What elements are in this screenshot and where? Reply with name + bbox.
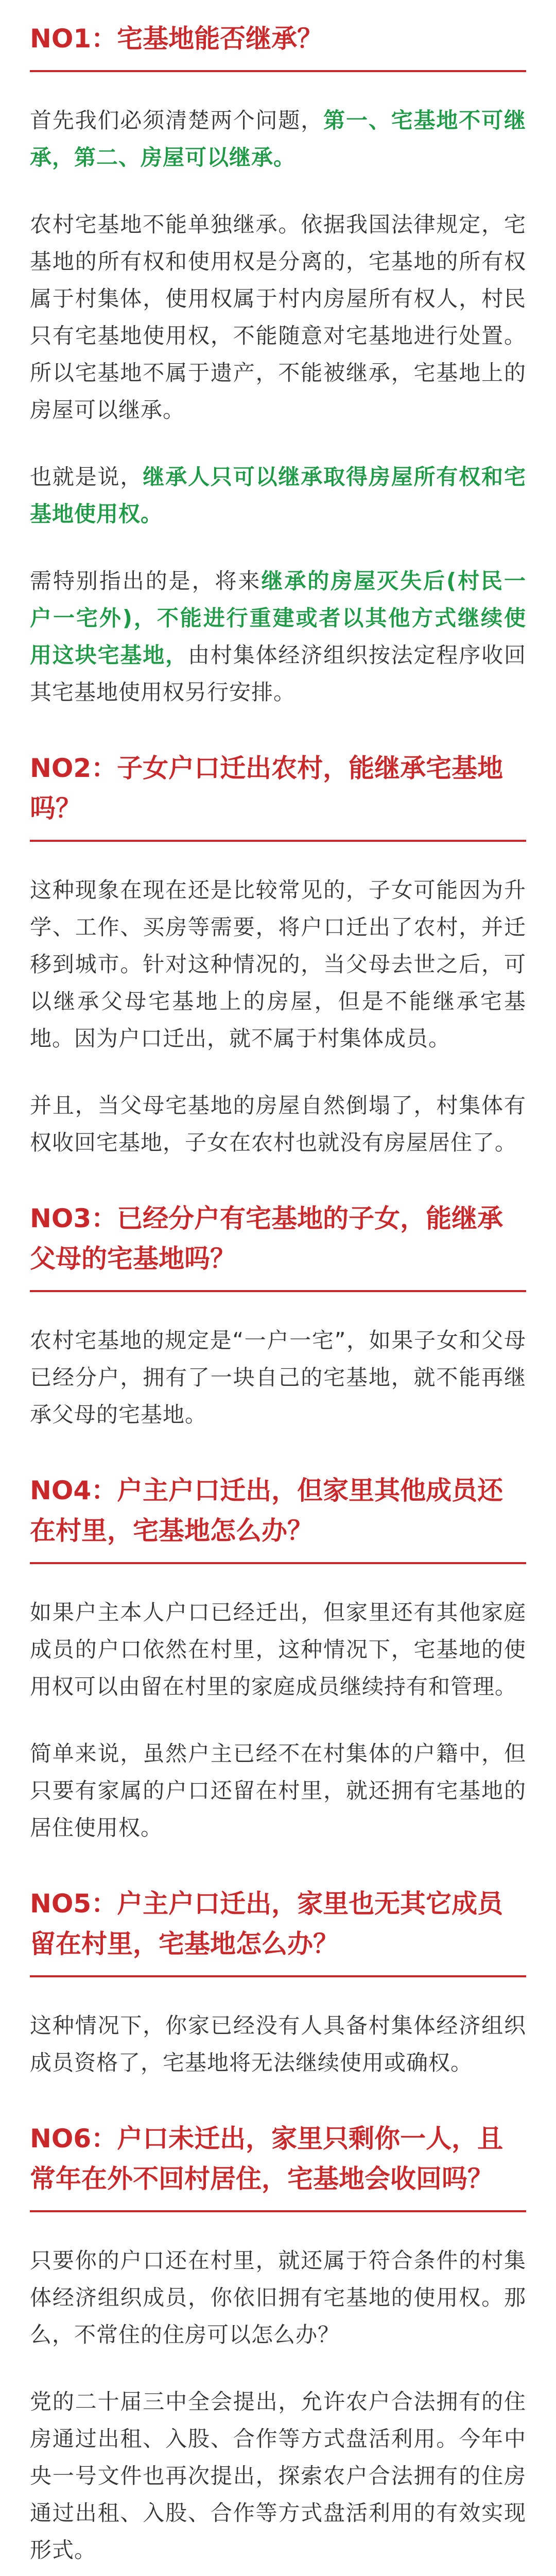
body-text: 如果户主本人户口已经迁出，但家里还有其他家庭成员的户口依然在村里，这种情况下，宅基地的使用权可以由留在村里的家庭成员继续持有和管理。 <box>30 1600 526 1699</box>
section-title: 户口未迁出，家里只剩你一人，且常年在外不回村居住，宅基地会收回吗？ <box>30 2124 503 2194</box>
body-text: 也就是说， <box>30 464 143 489</box>
section-4 <box>0 1466 556 1846</box>
paragraph <box>30 2383 526 2569</box>
body-text: 简单来说，虽然户主已经不在村集体的户籍中，但只要有家属的户口还留在村里，就还拥有宅基地的居住使用权。 <box>30 1741 526 1840</box>
section-title: 子女户口迁出农村，能继承宅基地吗？ <box>30 753 503 823</box>
section-title: 宅基地能否继承？ <box>117 24 323 54</box>
section-1 <box>0 14 556 711</box>
paragraph <box>30 459 526 533</box>
section-5 <box>0 1879 556 2081</box>
section-3 <box>0 1194 556 1433</box>
body-text: 并且，当父母宅基地的房屋自然倒塌了，村集体有权收回宅基地，子女在农村也就没有房屋居住了。 <box>30 1093 526 1155</box>
section-title: 户主户口迁出，但家里其他成员还在村里，宅基地怎么办？ <box>30 1476 503 1546</box>
section-number: NO3： <box>30 1204 117 1233</box>
body-text: 农村宅基地不能单独继承。依据我国法律规定，宅基地的所有权和使用权是分离的，宅基地的所有权属于村集体，使用权属于村内房屋所有权人，村民只有宅基地使用权，不能随意对宅基地进行处置。所以宅基地不属于遗产，不能被继承，宅基地上的房屋可以继承。 <box>30 212 526 422</box>
paragraph <box>30 1087 526 1161</box>
highlighted-text: 继承人只可以继承取得房屋所有权和宅基地使用权。 <box>30 464 526 527</box>
paragraph <box>30 2007 526 2081</box>
paragraph <box>30 1322 526 1433</box>
body-text: 只要你的户口还在村里，就还属于符合条件的村集体经济组织成员，你依旧拥有宅基地的使用权。那么，不常住的住房可以怎么办？ <box>30 2248 526 2347</box>
section-number: NO1： <box>30 24 117 54</box>
paragraph <box>30 102 526 176</box>
highlighted-text: 继承的房屋灭失后(村民一户一宅外)，不能进行重建或者以其他方式继续使用这块宅基地， <box>30 568 526 668</box>
section-heading <box>30 744 526 842</box>
section-heading <box>30 1466 526 1564</box>
section-6 <box>0 2114 556 2576</box>
section-number: NO4： <box>30 1476 117 1505</box>
body-text: 这种现象在现在还是比较常见的，子女可能因为升学、工作、买房等需要，将户口迁出了农村，并迁移到城市。针对这种情况的，当父母去世之后，可以继承父母宅基地上的房屋，但是不能继承宅基地。因为户口迁出，就不属于村集体成员。 <box>30 877 526 1051</box>
section-heading <box>30 2114 526 2212</box>
paragraph <box>30 206 526 429</box>
body-text: 由村集体经济组织按法定程序收回其宅基地使用权另行安排。 <box>30 642 526 705</box>
body-text: 党的二十届三中全会提出，允许农户合法拥有的住房通过出租、入股、合作等方式盘活利用。今年中央一号文件也再次提出，探索农户合法拥有的住房通过出租、入股、合作等方式盘活利用的有效实现形式。 <box>30 2389 526 2563</box>
section-2 <box>0 744 556 1161</box>
section-heading <box>30 1194 526 1292</box>
paragraph <box>30 2242 526 2353</box>
paragraph <box>30 1594 526 1705</box>
section-heading <box>30 14 526 72</box>
highlighted-text: 第一、宅基地不可继承，第二、房屋可以继承。 <box>30 108 526 170</box>
paragraph <box>30 563 526 711</box>
section-number: NO2： <box>30 753 117 783</box>
body-text: 这种情况下，你家已经没有人具备村集体经济组织成员资格了，宅基地将无法继续使用或确权。 <box>30 2013 526 2075</box>
body-text: 需特别指出的是，将来 <box>30 568 262 594</box>
paragraph <box>30 1735 526 1846</box>
body-text: 农村宅基地的规定是“一户一宅”，如果子女和父母已经分户，拥有了一块自己的宅基地，就不能再继承父母的宅基地。 <box>30 1328 526 1427</box>
section-number: NO5： <box>30 1889 117 1919</box>
paragraph <box>30 872 526 1057</box>
body-text: 首先我们必须清楚两个问题， <box>30 108 324 133</box>
section-number: NO6： <box>30 2124 117 2154</box>
section-title: 户主户口迁出，家里也无其它成员留在村里，宅基地怎么办？ <box>30 1889 503 1959</box>
section-heading <box>30 1879 526 1977</box>
section-title: 已经分户有宅基地的子女，能继承父母的宅基地吗？ <box>30 1204 503 1274</box>
